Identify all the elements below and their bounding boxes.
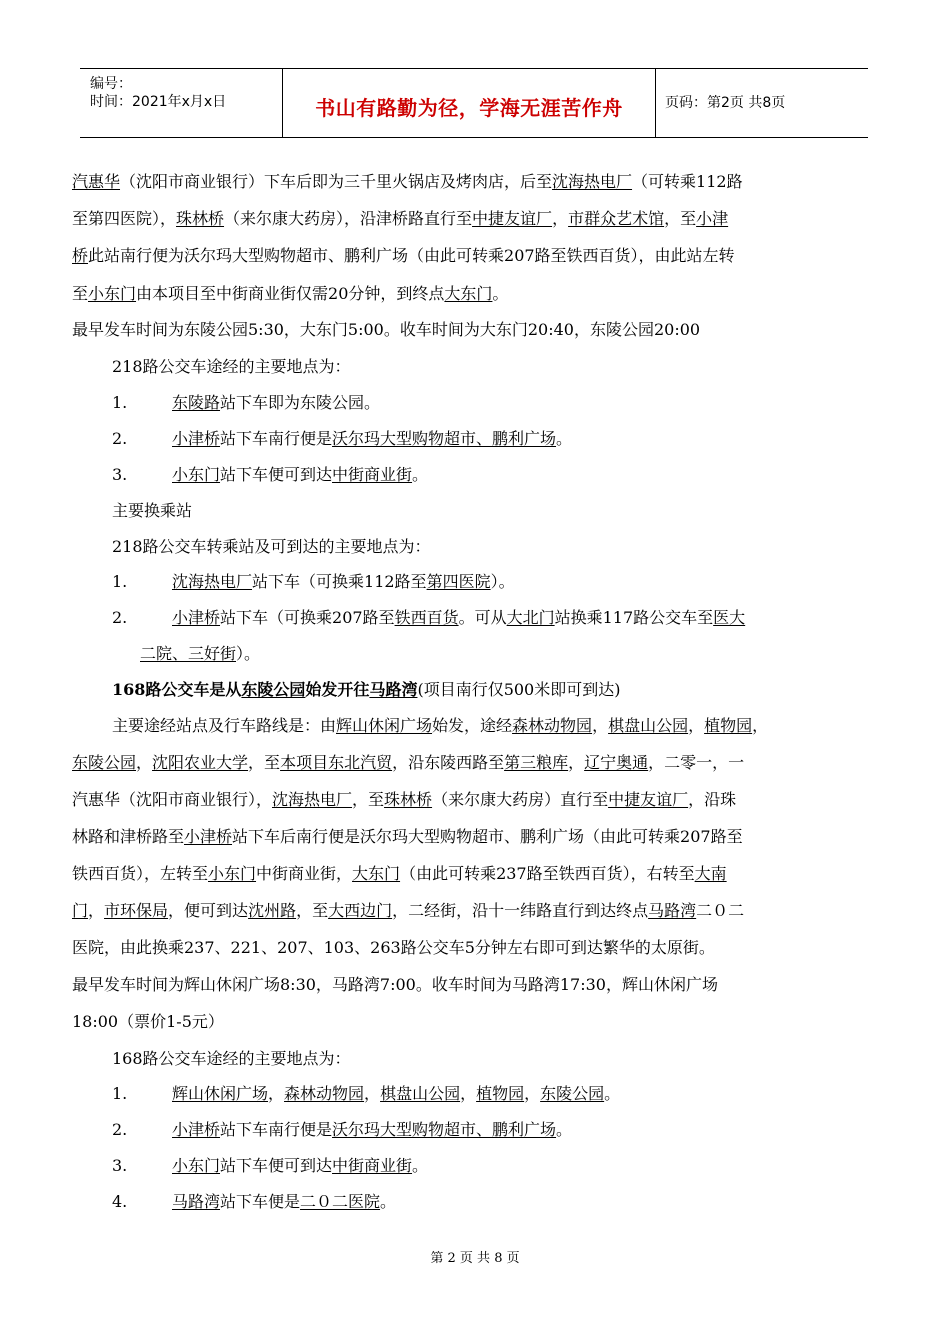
serial-label: 编号： <box>90 76 132 92</box>
station-link: 辉山休闲广场 <box>172 1084 269 1103</box>
station-link: 大北门 <box>506 608 555 627</box>
page-label: 页码：第2页 共8页 <box>665 95 786 111</box>
page-header <box>80 68 868 138</box>
text: 站下车便可到达 <box>220 465 333 484</box>
header-meta <box>80 69 282 137</box>
schedule-168-line2: 18:00（票价1-5元） <box>72 1012 224 1031</box>
text: 。 <box>556 429 573 448</box>
list-item <box>112 608 746 628</box>
text: （可转乘112路 <box>632 172 743 191</box>
station-link: 小东门 <box>172 1156 221 1175</box>
station-link: 中街商业街 <box>332 465 413 484</box>
text: 林路和津桥路至 <box>72 827 185 846</box>
text: 站下车（可换乘207路至 <box>220 608 395 627</box>
text: 。可从 <box>458 608 507 627</box>
text: ，沿东陵西路至 <box>392 753 505 772</box>
station-link: 小津桥 <box>184 827 233 846</box>
list-number: 2. <box>112 1120 128 1139</box>
station-link: 沈海热电厂 <box>172 572 253 591</box>
text: 站下车即为东陵公园。 <box>220 393 381 412</box>
text: 站下车（可换乘112路至 <box>252 572 427 591</box>
schedule-218: 最早发车时间为东陵公园5:30，大东门5:00。收车时间为大东门20:40，东陵公园20:00 <box>72 320 701 339</box>
station-link: 马路湾 <box>369 680 418 699</box>
station-link: 沈海热电厂 <box>552 172 633 191</box>
transfer-title: 主要换乘站 <box>112 501 193 520</box>
transfer-218-title: 218路公交车转乘站及可到达的主要地点为： <box>112 537 431 556</box>
station-link: 第三粮库 <box>504 753 569 772</box>
text: ，至 <box>352 790 385 809</box>
para168-line7: 医院，由此换乘237、221、207、103、263路公交车5分钟左右即可到达繁华的太原街。 <box>72 938 715 957</box>
station-link: 东陵公园 <box>72 753 137 772</box>
station-link: 森林动物园 <box>284 1084 365 1103</box>
text: ， <box>268 1084 285 1103</box>
para1-line4 <box>72 284 508 304</box>
station-link: 小津桥 <box>172 429 221 448</box>
text: 二０二 <box>696 901 745 920</box>
text: 站下车南行便是 <box>220 1120 333 1139</box>
list-number: 2. <box>112 429 128 448</box>
station-link: 汽惠华 <box>72 172 121 191</box>
text: ，至 <box>296 901 329 920</box>
text: 此站南行便为沃尔玛大型购物超市、鹏利广场（由此可转乘207路至铁西百货），由此站左转 <box>88 246 735 265</box>
station-link: 桥 <box>72 246 89 265</box>
text: ， <box>364 1084 381 1103</box>
text: ）。 <box>490 572 515 591</box>
schedule-168-line1: 最早发车时间为辉山休闲广场8:30，马路湾7:00。收车时间为马路湾17:30，辉山休闲广场 <box>72 975 718 994</box>
station-link: 辽宁奥通 <box>584 753 649 772</box>
text: ， <box>592 716 609 735</box>
para168-line5 <box>72 864 727 884</box>
text: （由此可转乘237路至铁西百货），右转至 <box>400 864 695 883</box>
list-item-continuation <box>140 644 260 664</box>
station-link: 植物园 <box>476 1084 525 1103</box>
station-link: 小津 <box>696 209 729 228</box>
station-link: 珠林桥 <box>176 209 225 228</box>
station-link: 棋盘山公园 <box>380 1084 461 1103</box>
list-number: 2. <box>112 608 128 627</box>
station-link: 大东门 <box>444 284 493 303</box>
station-link: 本项目东北汽贸 <box>280 753 393 772</box>
text: ， <box>552 209 569 228</box>
station-link: 马路湾 <box>648 901 697 920</box>
page-footer: 第 2 页 共 8 页 <box>430 1251 520 1266</box>
text: 主要途经站点及行车路线是：由 <box>112 716 337 735</box>
text: 站下车便是 <box>220 1192 301 1211</box>
text: ，至 <box>664 209 697 228</box>
text: （沈阳市商业银行）下车后即为三千里火锅店及烤肉店，后至 <box>120 172 553 191</box>
text: ，至 <box>248 753 281 772</box>
text: 。 <box>604 1084 621 1103</box>
station-link: 沃尔玛大型购物超市、鹏利广场 <box>332 429 557 448</box>
list-number: 4. <box>112 1192 128 1211</box>
station-link: 棋盘山公园 <box>608 716 689 735</box>
station-link: 森林动物园 <box>512 716 593 735</box>
text: 。 <box>412 465 429 484</box>
list-item <box>112 393 381 413</box>
time-label: 时间：2021年x月x日 <box>90 94 227 110</box>
text: 始发开往 <box>305 680 370 699</box>
text: 至第四医院）， <box>72 209 177 228</box>
text: ）。 <box>236 644 261 663</box>
station-link: 小东门 <box>88 284 137 303</box>
station-link: 中捷友谊厂 <box>608 790 689 809</box>
para168-line1 <box>112 716 768 736</box>
station-link: 马路湾 <box>172 1192 221 1211</box>
text: 站下车便可到达 <box>220 1156 333 1175</box>
list-168-title: 168路公交车途经的主要地点为： <box>112 1049 351 1068</box>
station-link: 大西边门 <box>328 901 393 920</box>
text: 铁西百货），左转至 <box>72 864 209 883</box>
text: ，沿珠 <box>688 790 737 809</box>
text: 。 <box>492 284 509 303</box>
text: 汽惠华（沈阳市商业银行）， <box>72 790 273 809</box>
list-218-title: 218路公交车途经的主要地点为： <box>112 357 351 376</box>
station-link: 东陵公园 <box>241 680 306 699</box>
para168-line3 <box>72 790 736 810</box>
station-link: 小东门 <box>172 465 221 484</box>
list-item <box>112 1084 621 1104</box>
text: ，二经街，沿十一纬路直行到达终点 <box>392 901 649 920</box>
text: 。 <box>412 1156 429 1175</box>
text: ， <box>524 1084 541 1103</box>
text: 中街商业街， <box>256 864 353 883</box>
station-link: 小东门 <box>208 864 257 883</box>
motto: 书山有路勤为径，学海无涯苦作舟 <box>315 96 623 120</box>
text: （来尔康大药房），沿津桥路直行至 <box>224 209 473 228</box>
station-link: 第四医院 <box>426 572 491 591</box>
station-link: 东陵路 <box>172 393 221 412</box>
text: ， <box>688 716 705 735</box>
station-link: 珠林桥 <box>384 790 433 809</box>
header-motto-cell <box>282 69 656 137</box>
text: 至 <box>72 284 89 303</box>
station-link: 市群众艺术馆 <box>568 209 665 228</box>
station-link: 小津桥 <box>172 1120 221 1139</box>
para168-line2 <box>72 753 744 773</box>
station-link: 铁西百货 <box>394 608 459 627</box>
text: ， <box>460 1084 477 1103</box>
text: 由本项目至中街商业街仅需20分钟，到终点 <box>136 284 445 303</box>
list-number: 1. <box>112 1084 128 1103</box>
station-link: 门 <box>72 901 89 920</box>
text: 。 <box>380 1192 397 1211</box>
text: ， <box>88 901 105 920</box>
station-link: 小津桥 <box>172 608 221 627</box>
text: 站下车后南行便是沃尔玛大型购物超市、鹏利广场（由此可转乘207路至 <box>232 827 743 846</box>
bus-168-heading <box>112 680 620 700</box>
station-link: 沈阳农业大学 <box>152 753 249 772</box>
para1-line1 <box>72 172 743 192</box>
text: ，二零一，一 <box>648 753 745 772</box>
text: ， <box>136 753 153 772</box>
list-item <box>112 429 573 449</box>
list-item <box>112 1120 573 1140</box>
list-number: 1. <box>112 572 128 591</box>
list-item <box>112 465 429 485</box>
text: ，便可到达 <box>168 901 249 920</box>
list-number: 3. <box>112 465 128 484</box>
list-number: 3. <box>112 1156 128 1175</box>
station-link: 大东门 <box>352 864 401 883</box>
text: (项目南行仅500米即可到达) <box>417 680 621 699</box>
station-link: 二院、三好街 <box>140 644 237 663</box>
station-link: 东陵公园 <box>540 1084 605 1103</box>
station-link: 辉山休闲广场 <box>336 716 433 735</box>
list-number: 1. <box>112 393 128 412</box>
station-link: 医大 <box>713 608 746 627</box>
text: （来尔康大药房）直行至 <box>432 790 609 809</box>
station-link: 沃尔玛大型购物超市、鹏利广场 <box>332 1120 557 1139</box>
text: ， <box>568 753 585 772</box>
station-link: 沈海热电厂 <box>272 790 353 809</box>
para1-line3 <box>72 246 735 266</box>
text: 。 <box>556 1120 573 1139</box>
list-item <box>112 572 515 592</box>
list-item <box>112 1192 397 1212</box>
station-link: 大南 <box>694 864 727 883</box>
text: ， <box>752 716 769 735</box>
station-link: 中捷友谊厂 <box>472 209 553 228</box>
station-link: 中街商业街 <box>332 1156 413 1175</box>
text: 始发，途经 <box>432 716 513 735</box>
para168-line6 <box>72 901 744 921</box>
list-item <box>112 1156 429 1176</box>
text: 站下车南行便是 <box>220 429 333 448</box>
text: 168路公交车是从 <box>112 680 242 699</box>
text: 站换乘117路公交车至 <box>554 608 714 627</box>
para168-line4 <box>72 827 743 847</box>
para1-line2 <box>72 209 728 229</box>
header-page-cell <box>655 69 868 137</box>
station-link: 植物园 <box>704 716 753 735</box>
station-link: 二０二医院 <box>300 1192 381 1211</box>
station-link: 沈州路 <box>248 901 297 920</box>
station-link: 市环保局 <box>104 901 169 920</box>
